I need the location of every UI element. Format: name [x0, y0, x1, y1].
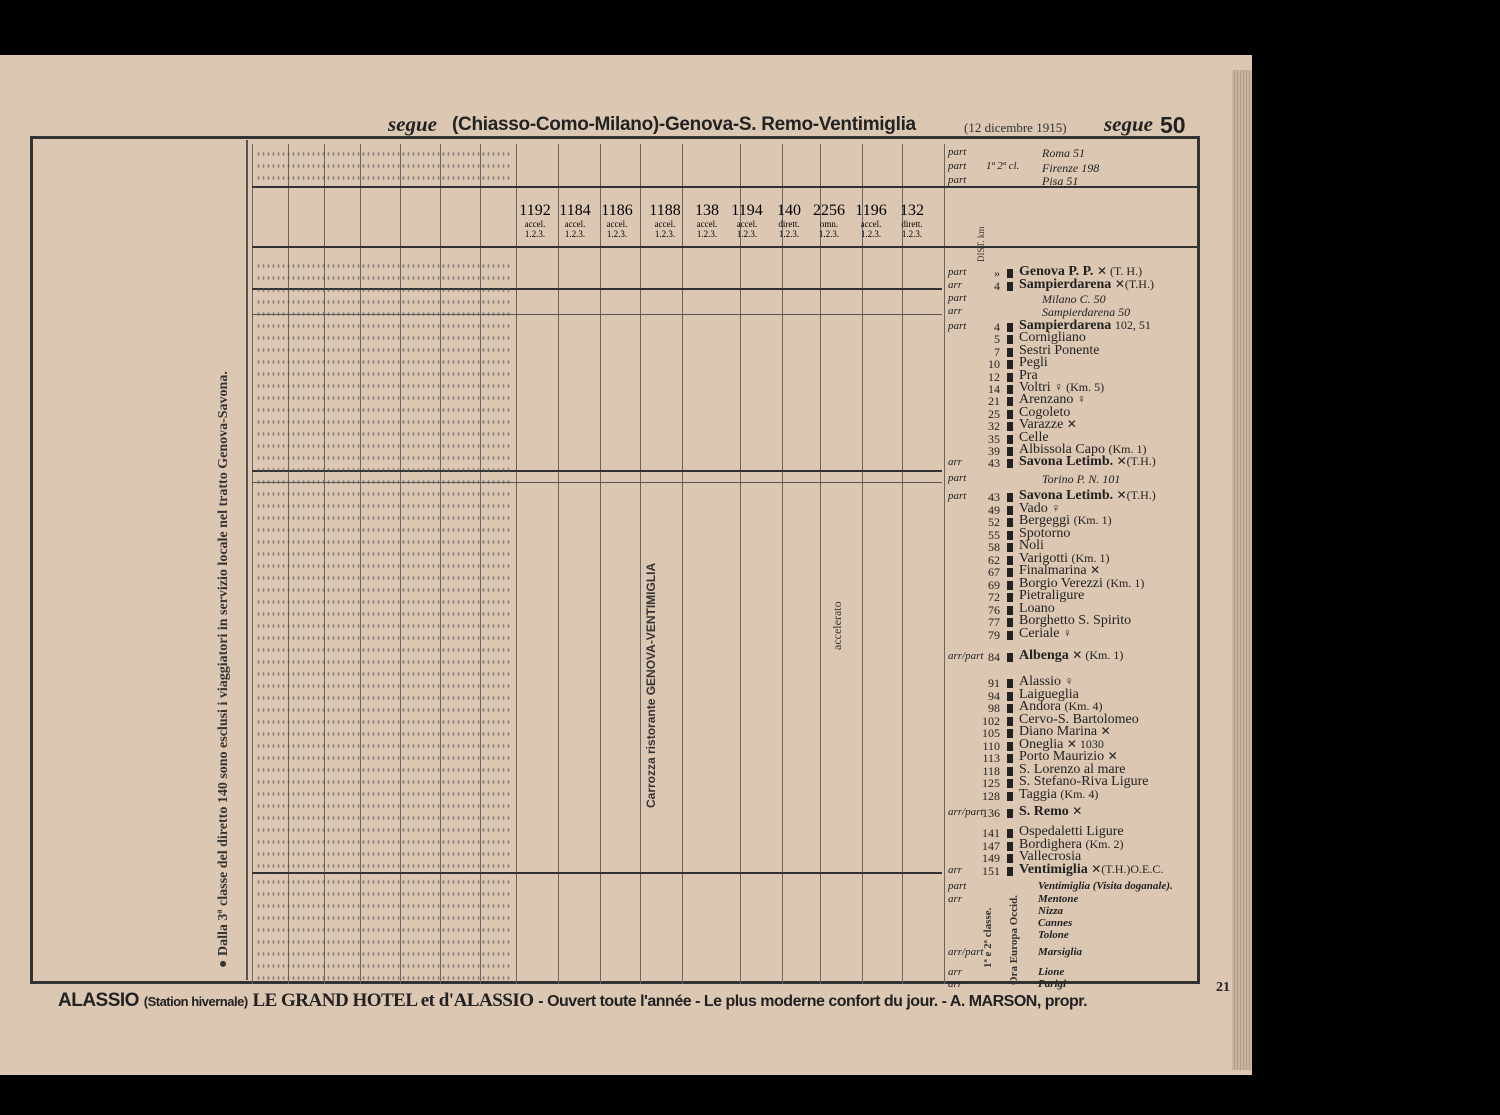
train-classes: 1.2.3. [606, 229, 628, 239]
station-title: Genova P. P. [1019, 264, 1094, 279]
header-segue-left: segue [388, 112, 437, 136]
station-title: Andora [1019, 699, 1061, 714]
conn-station: Nizza [1038, 905, 1064, 917]
station-km: 77 [988, 615, 1000, 629]
station-marker [1007, 531, 1013, 540]
train-category: dirett. [901, 219, 923, 229]
station-label: part [948, 490, 967, 502]
station-extra: ✕(T.H.) [1116, 488, 1156, 502]
station-name [1019, 862, 1163, 878]
station-marker [1007, 506, 1013, 515]
ad-hotel: LE GRAND HOTEL et d'ALASSIO [252, 990, 534, 1011]
rule [252, 246, 1198, 248]
station-marker [1007, 385, 1013, 394]
train-number: 1194 [731, 202, 763, 219]
station-marker [1007, 717, 1013, 726]
station-title: Spotorno [1019, 525, 1071, 541]
page-title: (Chiasso-Como-Milano)-Genova-S. Remo-Ventimiglia [452, 114, 916, 135]
station-km: 55 [988, 527, 1000, 542]
header-date: (12 dicembre 1915) [964, 120, 1067, 135]
station-extra: ✕ (Km. 1) [1072, 648, 1124, 662]
grid-column-rule [944, 144, 945, 984]
station-marker [1007, 360, 1013, 369]
station-name [1019, 626, 1072, 642]
station-title: Ospedaletti Ligure [1019, 824, 1124, 839]
train-header [598, 202, 636, 239]
station-km: 110 [982, 738, 1000, 753]
station-marker [1007, 792, 1013, 801]
conn-station: Sampierdarena 50 [1042, 305, 1131, 319]
station-km: 128 [982, 788, 1000, 803]
conn-label: part [948, 292, 967, 304]
train-classes: 1.2.3. [860, 229, 882, 239]
station-km: 35 [988, 431, 1000, 446]
station-extra: ✕ [1072, 804, 1083, 818]
station-title: Bordighera [1019, 836, 1082, 852]
station-title: Arenzano [1019, 392, 1074, 408]
station-title: S. Remo [1019, 804, 1069, 819]
carrozza-note: Carrozza ristorante GENOVA-VENTIMIGLIA [644, 562, 658, 808]
station-title: Borghetto S. Spirito [1019, 613, 1132, 628]
station-name [1019, 648, 1123, 664]
station-title: Alassio [1019, 674, 1061, 689]
station-title: Pietraligure [1019, 588, 1085, 603]
station-km: 151 [982, 863, 1000, 878]
train-header [728, 202, 766, 239]
dist-label: DIST. km [976, 226, 986, 262]
station-marker [1007, 269, 1013, 278]
station-marker [1007, 829, 1013, 838]
station-marker [1007, 422, 1013, 431]
train-header [516, 202, 554, 239]
station-extra: ♀ (Km. 5) [1054, 380, 1105, 394]
station-marker [1007, 556, 1013, 565]
station-marker [1007, 348, 1013, 357]
station-km: 141 [982, 826, 1000, 840]
station-km: 39 [988, 444, 1000, 458]
station-km: 10 [988, 357, 1000, 372]
station-km: 84 [988, 650, 1000, 664]
station-extra: (Km. 1) [1108, 442, 1147, 456]
conn-station: Parigi [1038, 978, 1067, 990]
station-marker [1007, 447, 1013, 456]
station-marker [1007, 767, 1013, 776]
station-km: 69 [988, 577, 1000, 592]
station-title: Sampierdarena [1019, 318, 1112, 333]
station-marker [1007, 581, 1013, 590]
station-km: » [994, 266, 1000, 280]
station-extra: (Km. 4) [1064, 699, 1103, 713]
conn-label: arr/part [948, 946, 984, 958]
grid-column-rule [902, 144, 903, 984]
station-extra: ✕ (T. H.) [1096, 264, 1143, 278]
train-header [770, 202, 808, 239]
station-km: 91 [988, 676, 1000, 690]
station-km: 67 [988, 565, 1000, 579]
dot-leaders [256, 260, 510, 868]
station-extra: (Km. 1) [1073, 513, 1112, 527]
train-classes: 1.2.3. [736, 229, 758, 239]
station-km: 32 [988, 419, 1000, 434]
station-title: Albenga [1019, 648, 1069, 663]
conn-label: arr [948, 305, 963, 317]
ad-place: ALASSIO [58, 990, 139, 1011]
grid-column-rule [600, 144, 601, 984]
station-km: 94 [988, 688, 1000, 703]
station-km: 113 [982, 751, 1000, 765]
train-header [852, 202, 890, 239]
station-title: Ceriale [1019, 625, 1060, 641]
station-km: 76 [988, 602, 1000, 617]
station-km: 43 [988, 456, 1000, 471]
conn-station: Torino P. N. 101 [1042, 472, 1121, 486]
conn-label: arr [948, 893, 963, 905]
conn-station: Ventimiglia (Visita doganale). [1038, 880, 1173, 892]
station-km: 7 [994, 344, 1000, 359]
station-title: Celle [1019, 429, 1049, 445]
station-name [1019, 787, 1098, 803]
station-extra: (Km. 1) [1071, 550, 1110, 565]
station-title: Laigueglia [1019, 686, 1079, 702]
train-category: accel. [564, 219, 586, 229]
station-label: arr/part [948, 806, 984, 818]
station-marker [1007, 435, 1013, 444]
train-category: accel. [606, 219, 628, 229]
station-marker [1007, 335, 1013, 344]
station-extra: ✕(T.H.) [1114, 277, 1154, 291]
station-km: 14 [988, 382, 1000, 396]
station-title: Cogoleto [1019, 404, 1071, 420]
station-extra: ✕(T.H.) [1116, 454, 1156, 469]
conn-label: part [948, 160, 967, 172]
class-note: 1ª 2ª cl. [986, 160, 1020, 172]
train-number: 1196 [855, 202, 887, 219]
station-extra: ✕ [1090, 563, 1101, 577]
station-title: Diano Marina [1019, 724, 1098, 739]
station-marker [1007, 282, 1013, 291]
train-number: 1192 [519, 202, 551, 219]
station-title: Ventimiglia [1019, 861, 1088, 877]
station-marker [1007, 867, 1013, 876]
station-title: Porto Maurizio [1019, 749, 1105, 764]
page-edge [1232, 70, 1252, 1070]
station-title: Cervo-S. Bartolomeo [1019, 711, 1139, 727]
station-marker [1007, 459, 1013, 468]
station-label: arr/part [948, 650, 984, 662]
station-km: 12 [988, 369, 1000, 384]
header-segue-right: segue [1104, 112, 1153, 136]
station-km: 49 [988, 502, 1000, 517]
conn-label: arr [948, 966, 963, 978]
train-number: 140 [777, 202, 801, 219]
station-marker [1007, 754, 1013, 763]
station-marker [1007, 679, 1013, 688]
grid-column-rule [640, 144, 641, 984]
station-extra: (Km. 1) [1106, 575, 1145, 590]
station-km: 43 [988, 490, 1000, 504]
station-km: 147 [982, 838, 1000, 853]
station-title: Voltri [1019, 380, 1051, 395]
vertical-note: ● Dalla 3ª classe del diretto 140 sono esclusi i viaggiatori in servizio locale nel tratto Genova-Savona. [216, 371, 231, 968]
station-marker [1007, 593, 1013, 602]
station-marker [1007, 704, 1013, 713]
station-title: Bergeggi [1019, 513, 1071, 528]
station-title: S. Lorenzo al mare [1019, 761, 1126, 777]
station-marker [1007, 618, 1013, 627]
station-km: 79 [988, 627, 1000, 642]
station-km: 118 [982, 763, 1000, 778]
station-title: S. Stefano-Riva Ligure [1019, 774, 1149, 789]
station-title: Cornigliano [1019, 330, 1086, 346]
station-km: 4 [994, 279, 1000, 293]
station-marker [1007, 842, 1013, 851]
station-extra: (Km. 4) [1060, 786, 1099, 801]
station-km: 21 [988, 394, 1000, 409]
station-marker [1007, 854, 1013, 863]
station-km: 125 [982, 776, 1000, 790]
station-marker [1007, 692, 1013, 701]
train-classes: 1.2.3. [901, 229, 923, 239]
station-km: 52 [988, 515, 1000, 529]
station-title: Taggia [1019, 786, 1057, 802]
conn-station: Cannes [1038, 917, 1073, 929]
station-label: arr [948, 456, 963, 469]
station-km: 62 [988, 552, 1000, 567]
station-marker [1007, 606, 1013, 615]
conn-station: Tolone [1038, 929, 1069, 941]
station-km: 102 [982, 713, 1000, 728]
station-title: Savona Letimb. [1019, 488, 1114, 503]
train-number: 138 [695, 202, 719, 219]
ora-vertical-note: Ora Europa Occid. [1008, 895, 1020, 985]
station-title: Savona Letimb. [1019, 454, 1114, 470]
conn-station: Firenze 198 [1042, 161, 1100, 175]
grid-column-rule [862, 144, 863, 984]
train-number: 132 [900, 202, 924, 219]
station-title: Loano [1019, 600, 1055, 616]
train-category: accel. [654, 219, 676, 229]
station-marker [1007, 323, 1013, 332]
class-vertical-note: 1ª e 2ª classe. [982, 907, 994, 968]
station-label: arr [948, 279, 963, 291]
station-name [1019, 454, 1156, 470]
station-marker [1007, 742, 1013, 751]
conn-station: Mentone [1038, 893, 1079, 905]
train-category: omn. [819, 219, 839, 229]
dot-leaders [256, 876, 510, 980]
station-title: Oneglia [1019, 736, 1064, 752]
train-category: accel. [696, 219, 718, 229]
conn-label: part [948, 146, 967, 158]
station-name [1019, 277, 1154, 293]
train-header [688, 202, 726, 239]
train-classes: 1.2.3. [818, 229, 840, 239]
dot-leaders [256, 148, 510, 184]
ad-place-note: (Station hivernale) [143, 994, 248, 1009]
station-extra: ✕ [1066, 417, 1077, 432]
station-marker [1007, 518, 1013, 527]
grid-column-rule [820, 144, 821, 984]
grid-column-rule [252, 144, 253, 984]
grid-column-rule [782, 144, 783, 984]
station-marker [1007, 568, 1013, 577]
train-classes: 1.2.3. [654, 229, 676, 239]
station-label: part [948, 266, 967, 278]
conn-station: Lione [1038, 966, 1065, 978]
station-marker [1007, 779, 1013, 788]
train-category: accel. [524, 219, 546, 229]
grid-column-rule [516, 144, 517, 984]
train-number: 1184 [559, 202, 591, 219]
train-classes: 1.2.3. [778, 229, 800, 239]
station-marker [1007, 653, 1013, 662]
train-category: accel. [860, 219, 882, 229]
grid-column-rule [558, 144, 559, 984]
station-km: 98 [988, 701, 1000, 715]
train-classes: 1.2.3. [564, 229, 586, 239]
rule [252, 872, 942, 874]
grid-column-rule [682, 144, 683, 984]
station-title: Varigotti [1019, 550, 1068, 566]
station-marker [1007, 809, 1013, 818]
conn-station: Milano C. 50 [1042, 292, 1106, 306]
conn-label: arr [948, 978, 963, 990]
conn-station: Roma 51 [1042, 146, 1085, 160]
station-marker [1007, 631, 1013, 640]
station-km: 136 [982, 806, 1000, 820]
train-number: 1188 [649, 202, 681, 219]
ad-tagline: - Ouvert toute l'année - Le plus moderne confort du jour. - A. MARSON, propr. [538, 993, 1088, 1010]
station-extra: ♀ [1051, 500, 1061, 515]
train-category: accel. [736, 219, 758, 229]
station-title: Pegli [1019, 355, 1048, 371]
station-extra: ♀ [1062, 625, 1072, 640]
station-title: Sampierdarena [1019, 277, 1112, 292]
station-extra: (Km. 2) [1085, 836, 1124, 851]
station-extra: ✕ [1107, 749, 1118, 763]
station-title: Pra [1019, 367, 1038, 383]
bottom-page-number: 21 [1216, 980, 1230, 995]
station-marker [1007, 397, 1013, 406]
train-header [893, 202, 931, 239]
station-extra: 102, 51 [1114, 318, 1151, 332]
station-km: 25 [988, 406, 1000, 421]
station-marker [1007, 729, 1013, 738]
train-classes: 1.2.3. [524, 229, 546, 239]
accelerato-note: accelerato [830, 601, 844, 650]
conn-station: Pisa 51 [1042, 174, 1079, 188]
conn-label: part [948, 174, 967, 186]
conn-label: part [948, 472, 967, 484]
train-header [810, 202, 848, 239]
station-km: 72 [988, 590, 1000, 604]
station-extra: ✕(T.H.)O.E.C. [1091, 861, 1164, 876]
station-title: Noli [1019, 538, 1044, 553]
station-extra: ♀ [1076, 392, 1086, 407]
station-km: 58 [988, 540, 1000, 554]
train-classes: 1.2.3. [696, 229, 718, 239]
station-marker [1007, 410, 1013, 419]
conn-label: part [948, 880, 967, 892]
station-title: Albissola Capo [1019, 442, 1105, 457]
station-marker [1007, 543, 1013, 552]
advertisement [58, 990, 1208, 1012]
station-marker [1007, 493, 1013, 502]
train-category: dirett. [778, 219, 800, 229]
station-extra: ✕ 1030 [1066, 736, 1104, 751]
station-km: 105 [982, 726, 1000, 740]
train-number: 1186 [601, 202, 633, 219]
station-label: arr [948, 863, 963, 876]
page-header [0, 112, 1220, 138]
station-name [1019, 804, 1082, 820]
station-km: 149 [982, 851, 1000, 865]
station-extra: ✕ [1100, 724, 1111, 738]
station-title: Vallecrosia [1019, 849, 1082, 864]
station-title: Vado [1019, 500, 1048, 516]
station-marker [1007, 373, 1013, 382]
station-title: Sestri Ponente [1019, 342, 1100, 358]
station-title: Finalmarina [1019, 563, 1087, 578]
station-label: part [948, 320, 967, 332]
station-extra: ♀ [1064, 674, 1074, 688]
train-header [556, 202, 594, 239]
station-title: Borgio Verezzi [1019, 575, 1103, 591]
train-number: 2256 [813, 202, 845, 219]
conn-station: Marsiglia [1038, 946, 1083, 958]
page-number: 50 [1160, 112, 1186, 138]
station-km: 4 [994, 320, 1000, 334]
grid-column-rule [740, 144, 741, 984]
station-km: 5 [994, 332, 1000, 347]
station-title: Varazze [1019, 417, 1064, 433]
train-header [646, 202, 684, 239]
